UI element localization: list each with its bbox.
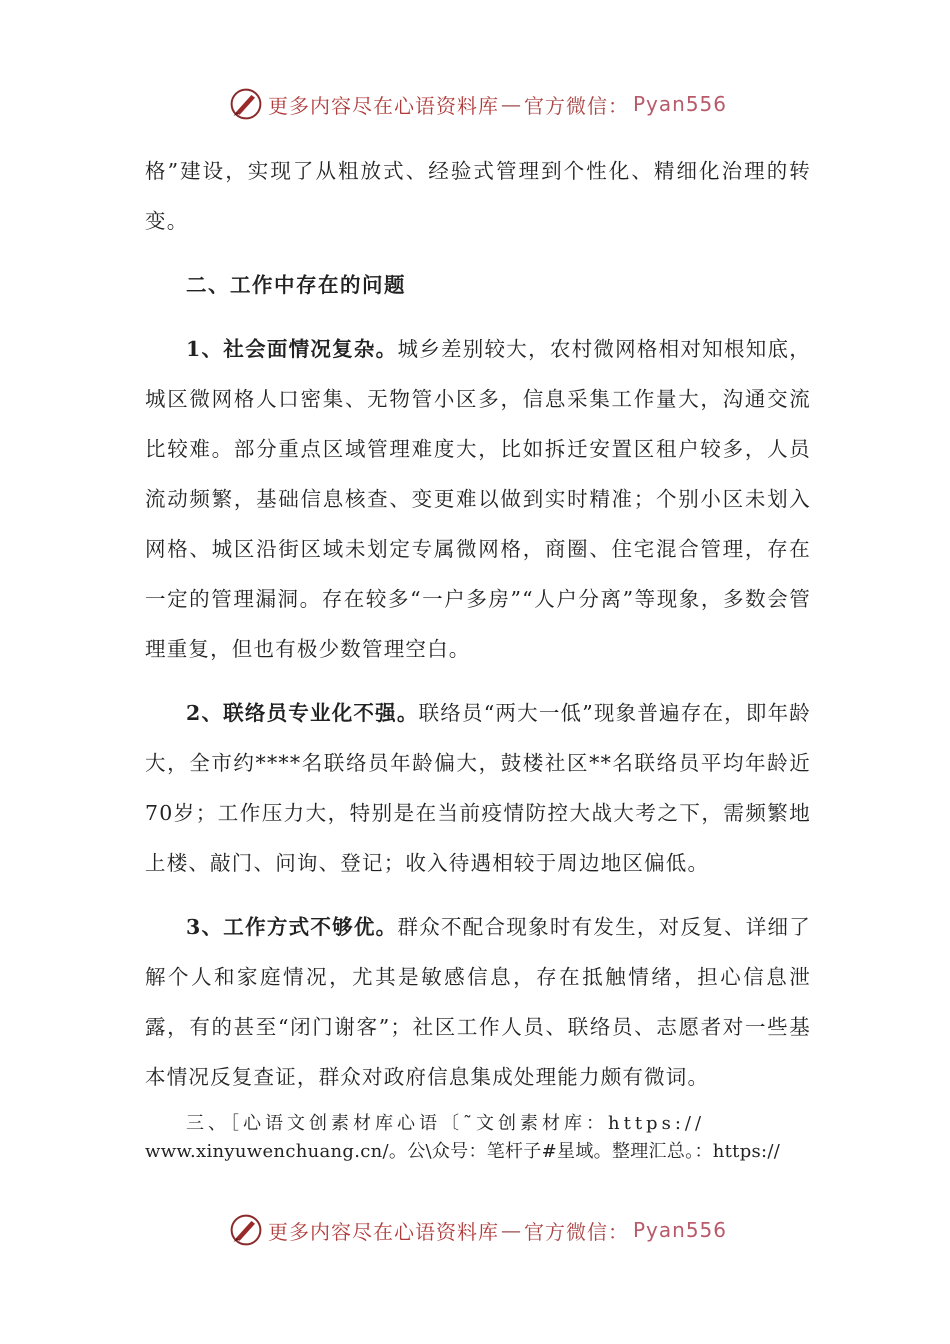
item-text: 联络员“两大一低”现象普遍存在，即年龄大，全市约****名联络员年龄偏大，鼓楼社区**名联络员平均年龄近70岁；工作压力大，特别是在当前疫情防控大战大考之下，需频繁地上楼、敲门、问询、登记；收入待遇相较于周边地区偏低。 (145, 701, 812, 875)
item-lead: 2、联络员专业化不强。 (186, 701, 419, 725)
footer-banner (228, 1210, 727, 1250)
banner-wechat-label: 官方微信： (524, 93, 629, 118)
banner-wechat-label: 官方微信： (524, 1219, 629, 1244)
pen-logo-icon (228, 86, 264, 122)
item-lead: 3、工作方式不够优。 (186, 915, 398, 939)
header-banner (228, 84, 727, 124)
item-text: 群众不配合现象时有发生，对反复、详细了解个人和家庭情况，尤其是敏感信息，存在抵触情绪，担心信息泄露，有的甚至“闭门谢客”；社区工作人员、联络员、志愿者对一些基本情况反复查证，群众对政府信息集成处理能力颇有微词。 (145, 915, 811, 1089)
banner-wechat-id: Pyan556 (633, 92, 728, 116)
pen-logo-icon (228, 1212, 264, 1248)
item-lead: 1、社会面情况复杂。 (186, 337, 398, 361)
item-text: 城乡差别较大，农村微网格相对知根知底，城区微网格人口密集、无物管小区多，信息采集工作量大，沟通交流比较难。部分重点区域管理难度大，比如拆迁安置区租户较多，人员流动频繁，基础信息核查、变更难以做到实时精准；个别小区未划入网格、城区沿街区域未划定专属微网格，商圈、住宅混合管理，存在一定的管理漏洞。存在较多“一户多房”“人户分离”等现象，多数会管理重复，但也有极少数管理空白。 (145, 337, 811, 661)
banner-separator: — (501, 92, 522, 116)
continuation-paragraph: 格”建设，实现了从粗放式、经验式管理到个性化、精细化治理的转变。 (145, 159, 811, 233)
banner-text: 更多内容尽在心语资料库 (268, 93, 499, 118)
item-paragraph (145, 902, 811, 1102)
section-heading: 二、工作中存在的问题 (186, 273, 406, 297)
footer-line-2: www.xinyuwenchuang.cn/。公\众号：笔杆子#星域。整理汇总。：https:// (145, 1141, 781, 1162)
document-body (145, 146, 811, 1166)
banner-separator: — (501, 1218, 522, 1242)
footer-line-1: 三、［心语文创素材库心语〔˜文创素材库：https:// (186, 1113, 706, 1134)
banner-wechat-id: Pyan556 (633, 1218, 728, 1242)
item-paragraph (145, 688, 811, 888)
banner-text: 更多内容尽在心语资料库 (268, 1219, 499, 1244)
item-paragraph (145, 324, 811, 674)
